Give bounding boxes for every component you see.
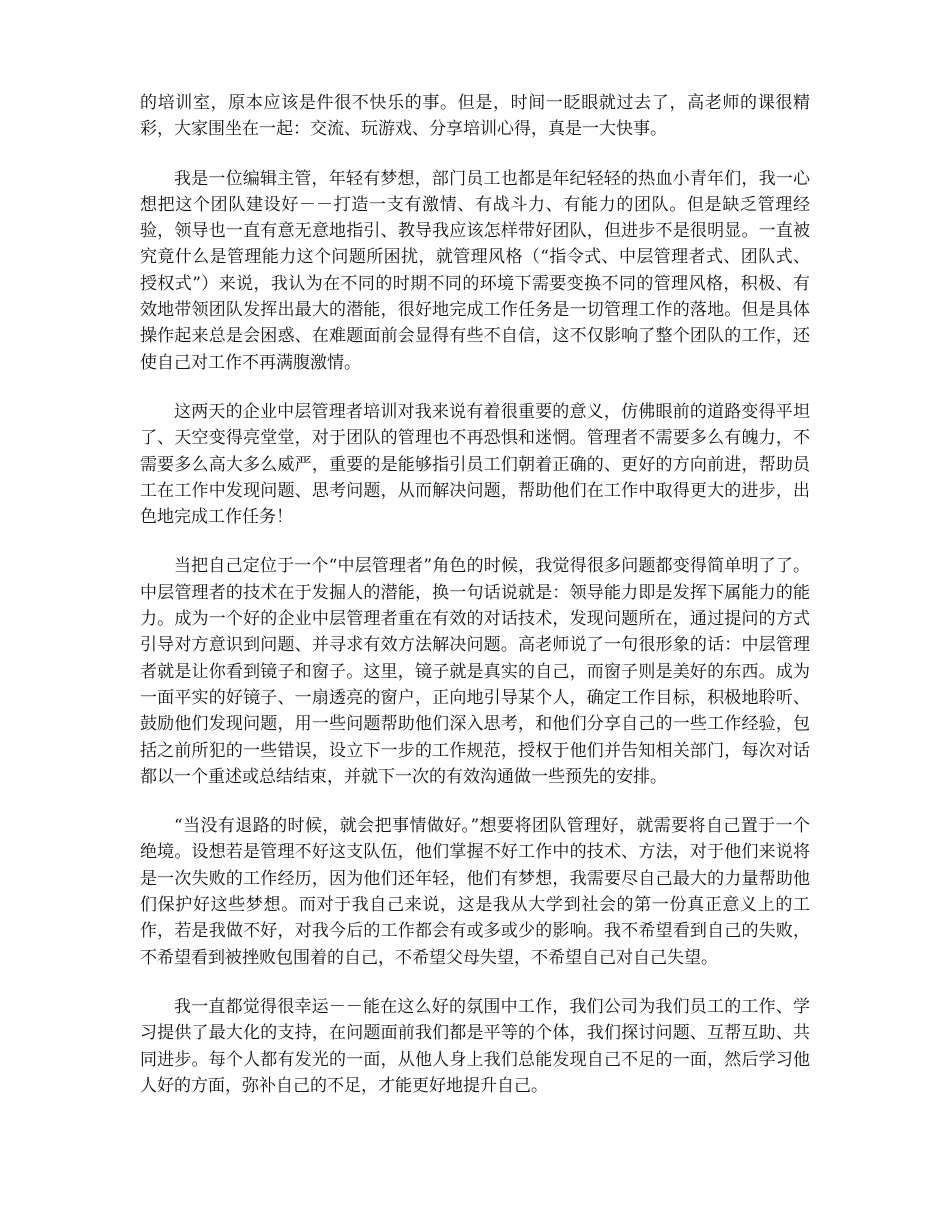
paragraph-feel-lucky: 我一直都觉得很幸运－－能在这么好的氛围中工作，我们公司为我们员工的工作、学习提供了最大化的支持，在问题面前我们都是平等的个体，我们探讨问题、互帮互助、共同进步。每个人都有发光的一面，从他人身上我们总能发现自己不足的一面，然后学习他人好的方面，弥补自己的不足，才能更好地提升自己。 <box>140 996 810 1096</box>
paragraph-middle-manager-role: 当把自己定位于一个“中层管理者”角色的时候，我觉得很多问题都变得简单明了了。中层管理者的技术在于发掘人的潜能，换一句话说就是：领导能力即是发挥下属能力的能力。成为一个好的企业中层管理者重在有效的对话技术，发现问题所在，通过提问的方式引导对方意识到问题、并寻求有效方法解决问题。高老师说了一句很形象的话：中层管理者就是让你看到镜子和窗子。这里，镜子就是真实的自己，而窗子则是美好的东西。成为一面平实的好镜子、一扇透亮的窗户，正向地引导某个人，确定工作目标，积极地聆听、鼓励他们发现问题，用一些问题帮助他们深入思考，和他们分享自己的一些工作经验，包括之前所犯的一些错误，设立下一步的工作规范，授权于他们并告知相关部门，每次对话都以一个重述或总结结束，并就下一次的有效沟通做一些预先的安排。 <box>140 556 810 787</box>
paragraph-editor-supervisor: 我是一位编辑主管，年轻有梦想，部门员工也都是年纪轻轻的热血小青年们，我一心想把这个团队建设好－－打造一支有激情、有战斗力、有能力的团队。但是缺乏管理经验，领导也一直有意无意地指引、教导我应该怎样带好团队，但进步不是很明显。一直被究竟什么是管理能力这个问题所困扰，就管理风格（“指令式、中层管理者式、团队式、授权式”）来说，我认为在不同的时期不同的环境下需要变换不同的管理风格，积极、有效地带领团队发挥出最大的潜能，很好地完成工作任务是一切管理工作的落地。但是具体操作起来总是会困惑、在难题面前会显得有些不自信，这不仅影响了整个团队的工作，还使自己对工作不再满腹激情。 <box>140 168 810 373</box>
paragraph-continued-training-room: 的培训室，原本应该是件很不快乐的事。但是，时间一眨眼就过去了，高老师的课很精彩，大家围坐在一起：交流、玩游戏、分享培训心得，真是一大快事。 <box>140 93 810 140</box>
paragraph-no-retreat: “当没有退路的时候，就会把事情做好。”想要将团队管理好，就需要将自己置于一个绝境。设想若是管理不好这支队伍，他们掌握不好工作中的技术、方法，对于他们来说将是一次失败的工作经历，因为他们还年轻，他们有梦想，我需要尽自己最大的力量帮助他们保护好这些梦想。而对于我自己来说，这是我从大学到社会的第一份真正意义上的工作，若是我做不好，对我今后的工作都会有或多或少的影响。我不希望看到自己的失败，不希望看到被挫败包围着的自己，不希望父母失望，不希望自己对自己失望。 <box>140 816 810 968</box>
paragraph-training-significance: 这两天的企业中层管理者培训对我来说有着很重要的意义，仿佛眼前的道路变得平坦了、天空变得亮堂堂，对于团队的管理也不再恐惧和迷惘。管理者不需要多么有魄力，不需要多么高大多么威严，重要的是能够指引员工们朝着正确的、更好的方向前进，帮助员工在工作中发现问题、思考问题，从而解决问题，帮助他们在工作中取得更大的进步，出色地完成工作任务！ <box>140 401 810 528</box>
document-body <box>140 90 810 1122</box>
